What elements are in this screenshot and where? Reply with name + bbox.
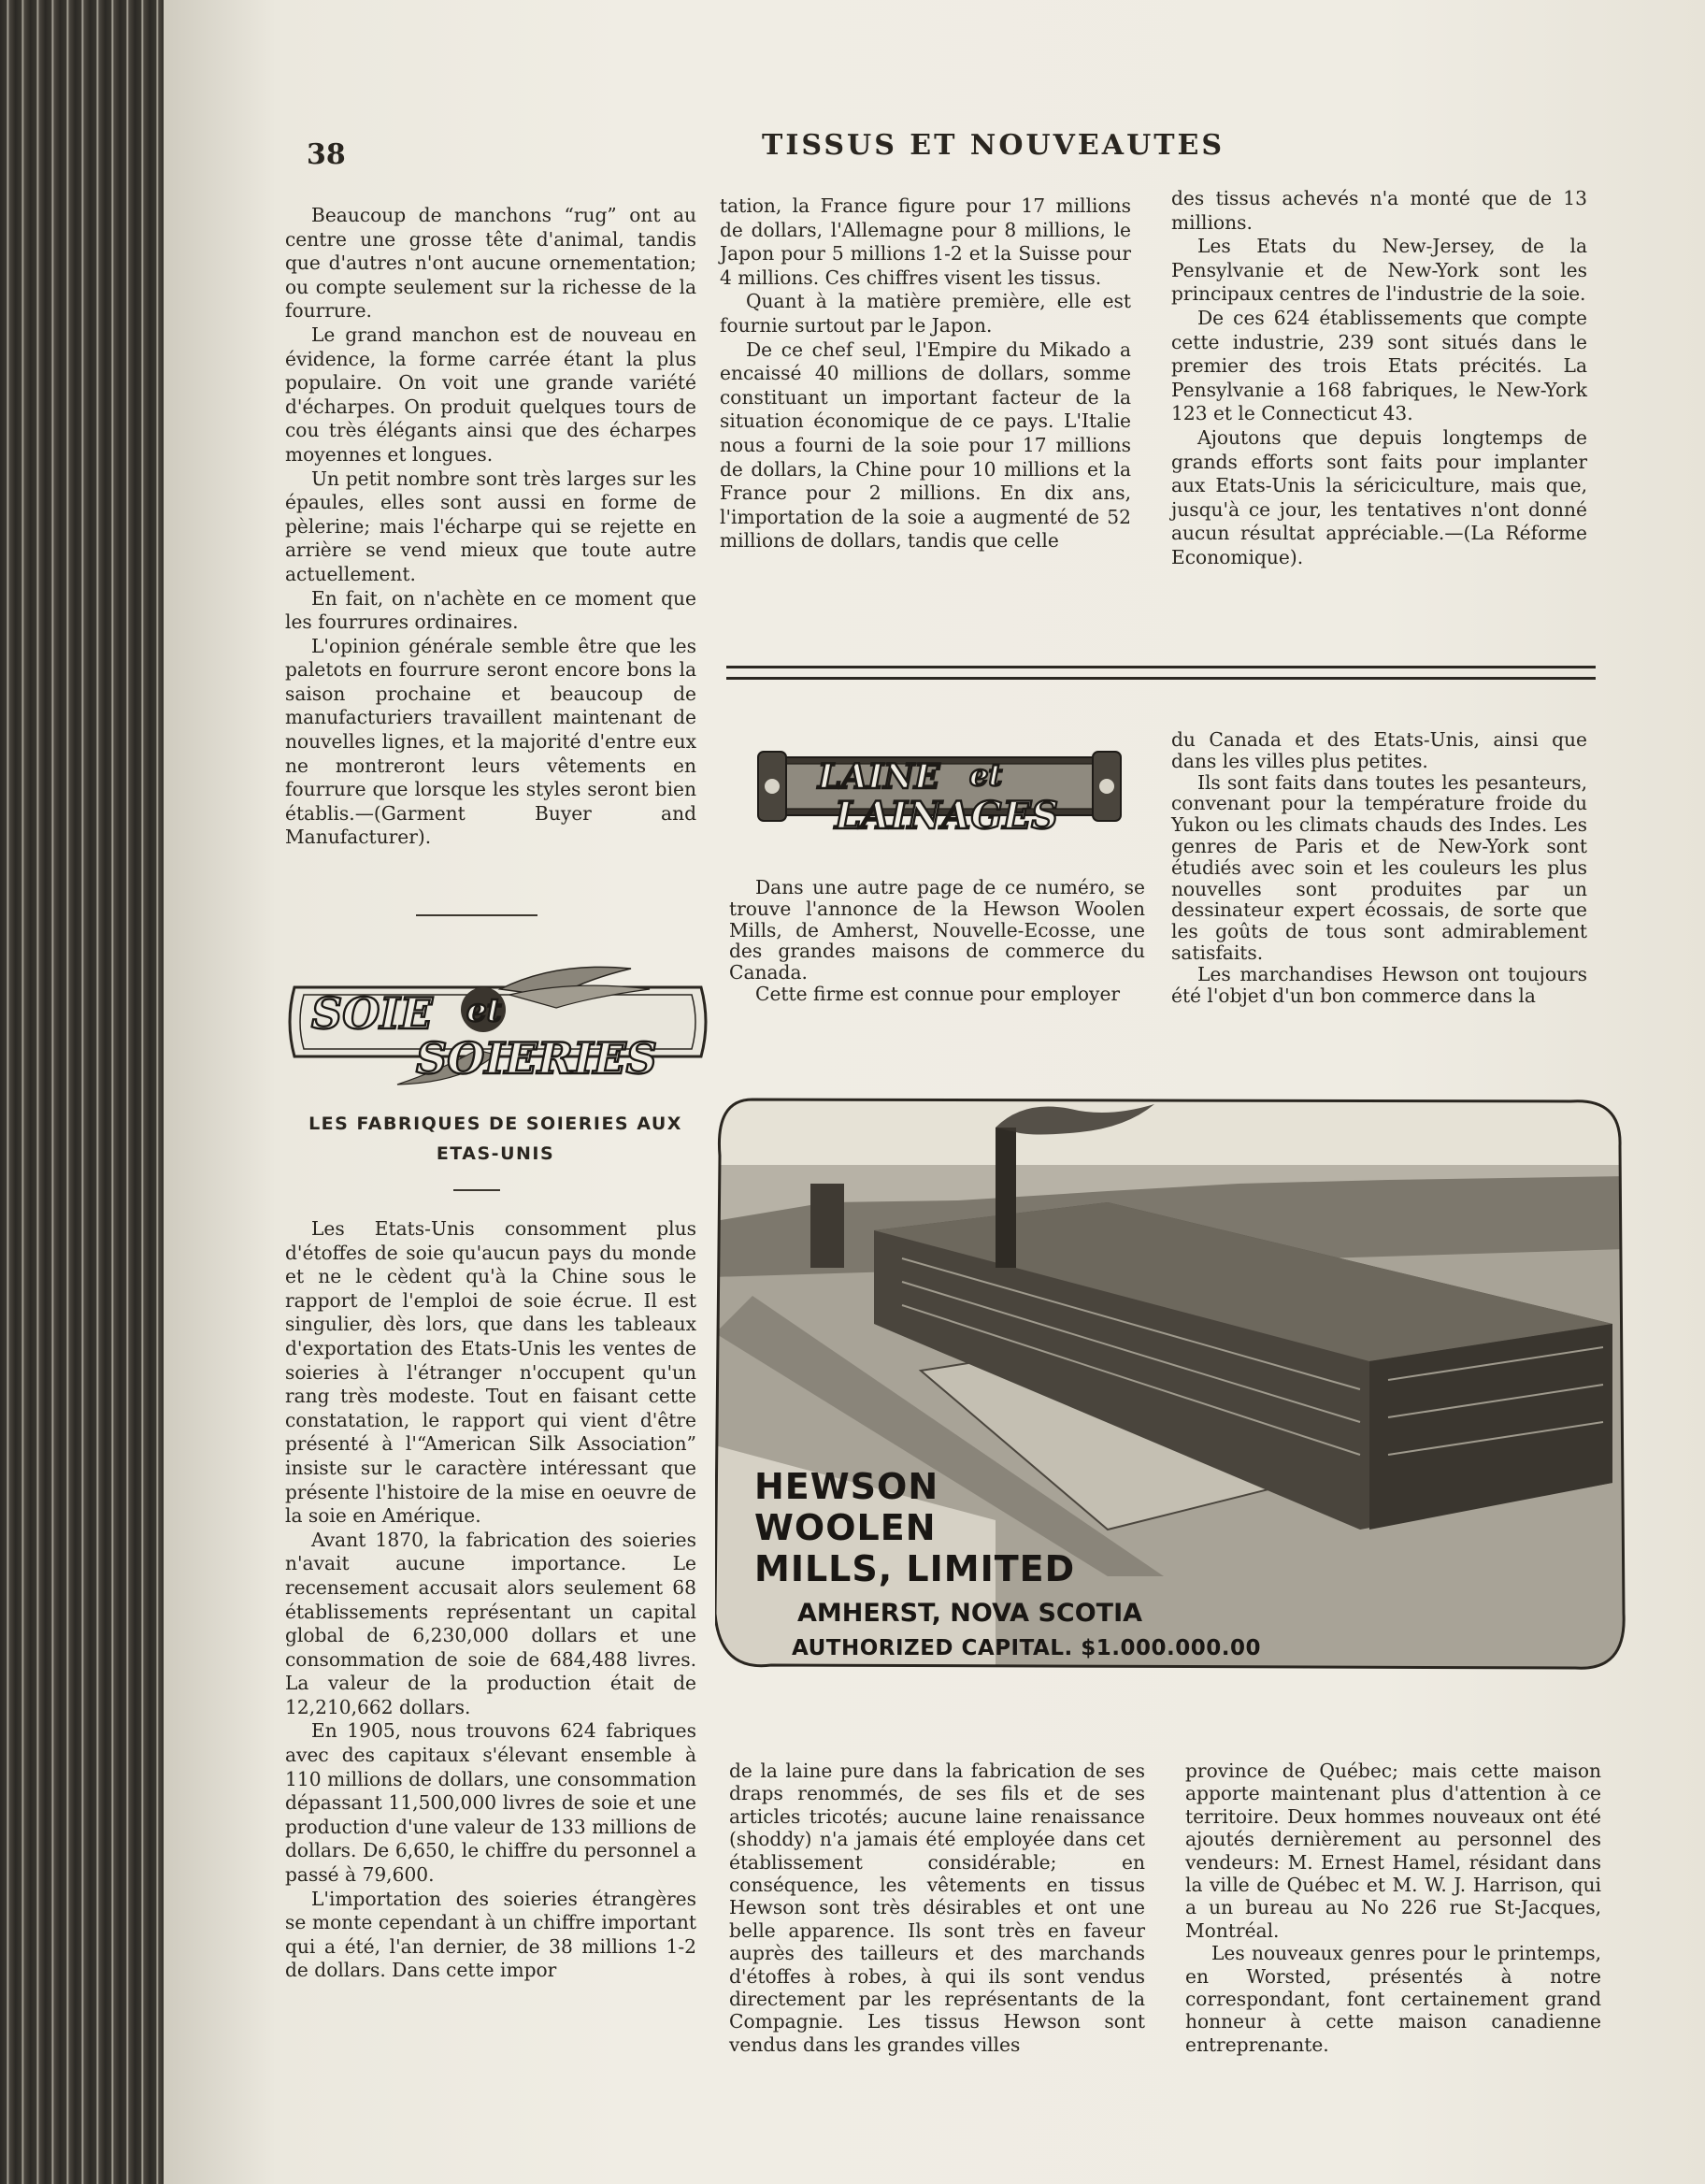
fur-article-column [285,204,696,850]
paragraph: Avant 1870, la fabrication des soieries n'avait aucune importance. Le recensement accusait alors seulement 68 établissements représentant un capital global de 6,230,000 dollars et une consommation de soie de 684,488 livres. La valeur de la production était de 12,210,662 dollars. [285,1528,696,1718]
heading-line: ETAS-UNIS [436,1143,555,1164]
paragraph: Les marchandises Hewson ont toujours été l'objet d'un bon commerce dans la [1171,962,1587,1007]
magazine-page [164,0,1705,2184]
soie-et-soieries-banner [276,952,720,1092]
paragraph: de la laine pure dans la fabrication de ses draps renommés, de ses fils et de ses articles tricotés; aucune laine renaissance (shoddy) n'a jamais été employée dans cet établissement considérable; en conséquence, les vêtements en tissus Hewson sont très désirables et ont une belle apparence. Ils sont très en faveur auprès des tailleurs et des marchands d'étoffes à robes, à qui ils sont vendus directement par les représentants de la Compagnie. Les tissus Hewson sont vendus dans les grandes villes [729,1760,1145,2056]
wool-article-column-3 [1171,729,1587,1006]
silk-article-heading [276,1109,715,1169]
paragraph: De ce chef seul, l'Empire du Mikado a encaissé 40 millions de dollars, somme constituant un important facteur de la situation économique de ce pays. L'Italie nous a fourni de la soie pour 17 millions de dollars, la Chine pour 10 millions et la France pour 2 millions. En dix ans, l'importation de la soie a augmenté de 52 millions de dollars, tandis que celle [720,338,1131,553]
wool-article-bottom-column-2 [729,1760,1145,2056]
ad-company-name-line: HEWSON [754,1466,939,1507]
laine-et-lainages-banner [752,739,1126,843]
heading-rule [453,1189,500,1191]
paragraph: Les Etats du New-Jersey, de la Pensylvanie et de New-York sont les principaux centres de l'industrie de la soie. [1171,235,1587,306]
paragraph: Cette firme est connue pour employer [755,982,1121,1005]
paragraph: En 1905, nous trouvons 624 fabriques avec des capitaux s'élevant ensemble à 110 millions de dollars, une consommation dépassant 11,500,000 livres de soie et une production d'une valeur de 133 millions de dollars. De 6,650, le chiffre du personnel a passé à 79,600. [285,1719,696,1887]
paragraph: Ajoutons que depuis longtemps de grands efforts sont faits pour implanter aux Etats-Unis la sériciculture, mais que, jusqu'à ce jour, les tentatives n'ont donné aucun résultat appréciable.—(La Réforme Economique). [1171,425,1587,568]
paragraph: En fait, on n'achète en ce moment que les fourrures ordinaires. [285,586,696,634]
ad-company-name-line: WOOLEN [754,1507,937,1548]
paragraph: province de Québec; mais cette maison apporte maintenant plus d'attention à ce territoire. Deux hommes nouveaux ont été ajoutés dernièrement au personnel des vendeurs: M. Ernest Hamel, résidant dans la ville de Québec et M. W. J. Harrison, qui a un bureau au No 226 rue St-Jacques, Montréal. [1185,1760,1601,1942]
paragraph: Ils sont faits dans toutes les pesanteurs, convenant pour la température froide du Yukon ou les climats chauds des Indes. Les genres de Paris et de New-York sont étudiés avec soin et les couleurs les plus nouvelles sont produites par un dessinateur expert écossais, de sorte que les goûts de tous sont admirablement satisfaits. [1171,770,1587,964]
paragraph: Les nouveaux genres pour le printemps, en Worsted, présentés à notre correspondant, font certainement grand honneur à cette maison canadienne entreprenante. [1185,1942,1601,2056]
heading-line: LES FABRIQUES DE SOIERIES AUX [308,1114,682,1134]
silk-article-column-2 [720,194,1131,553]
paragraph: tation, la France figure pour 17 millions de dollars, l'Allemagne pour 8 millions, le Japon pour 5 millions 1-2 et la Suisse pour 4 millions. Ces chiffres visent les tissus. [720,194,1131,289]
ad-company-name-line: MILLS, LIMITED [754,1548,1076,1589]
paragraph: Beaucoup de manchons “rug” ont au centre une grosse tête d'animal, tandis que d'autres n'ont aucune ornementation; ou compte seulement sur la richesse de la fourrure. [285,204,696,323]
paragraph: L'importation des soieries étrangères se monte cependant à un chiffre important qui a été, l'an dernier, de 38 millions 1-2 de dollars. Dans cette impor [285,1887,696,1982]
paragraph: Quant à la matière première, elle est fournie surtout par le Japon. [720,290,1131,337]
book-binding-edge [0,0,164,2184]
paragraph: Un petit nombre sont très larges sur les épaules, elles sont aussi en forme de pèlerine; mais l'écharpe qui se rejette en arrière se vend mieux que toute autre actuellement. [285,467,696,585]
banner-word-laine: LAINE [818,757,940,797]
ad-location: AMHERST, NOVA SCOTIA [797,1599,1143,1628]
banner-word-soie: SOIE [311,988,433,1039]
wool-article-bottom-column-3 [1185,1760,1601,2056]
paragraph: Le grand manchon est de nouveau en évidence, la forme carrée étant la plus populaire. On voit une grande variété d'écharpes. On produit quelques tours de cou très élégants ainsi que des écharpes moyennes et longues. [285,323,696,466]
paragraph: Les Etats-Unis consomment plus d'étoffes de soie qu'aucun pays du monde et ne le cèdent qu'à la Chine sous le rapport de l'emploi de soie écrue. Il est singulier, dès lors, que dans les tableaux d'exportation des Etats-Unis les ventes de soieries à l'étranger n'occupent qu'un rang très modeste. Tout en faisant cette constatation, le rapport qui vient d'être présenté à l'“American Silk Association” insiste sur le caractère intéressant que présente l'histoire de la mise en oeuvre de la soie en Amérique. [285,1217,696,1528]
paragraph: De ces 624 établissements que compte cette industrie, 239 sont situés dans le premier des trois Etats précités. La Pensylvanie a 168 fabriques, le New-York 123 et le Connecticut 43. [1171,306,1587,425]
banner-word-et: et [466,992,502,1029]
paragraph: Dans une autre page de ce numéro, se trouve l'annonce de la Hewson Woolen Mills, de Amherst, Nouvelle-Ecosse, une des grandes maisons de commerce du Canada. [729,876,1145,984]
page-number: 38 [307,138,346,171]
paragraph: des tissus achevés n'a monté que de 13 millions. [1171,187,1587,234]
hewson-mills-advertisement [715,1090,1626,1672]
paragraph: du Canada et des Etats-Unis, ainsi que dans les villes plus petites. [1171,728,1587,772]
paragraph: L'opinion générale semble être que les paletots en fourrure seront encore bons la saison prochaine et beaucoup de manufacturiers travaillent maintenant de nouvelles lignes, et la majorité d'entre eux ne montreront leurs vêtements en fourrure que lorsque les styles seront bien établis.—(Garment Buyer and Manufacturer). [285,634,696,849]
article-separator [416,914,537,916]
silk-article-column-3 [1171,187,1587,570]
wool-article-column-2 [729,877,1145,1005]
banner-word-soieries: SOIERIES [416,1033,657,1084]
banner-word-lainages: LAINAGES [835,794,1059,838]
running-head: TISSUS ET NOUVEAUTES [762,129,1225,162]
silk-article-column-1 [285,1217,696,1983]
banner-word-et: et [969,757,1003,793]
ad-capital: AUTHORIZED CAPITAL. $1.000.000.00 [792,1636,1261,1660]
section-double-rule [726,666,1596,680]
